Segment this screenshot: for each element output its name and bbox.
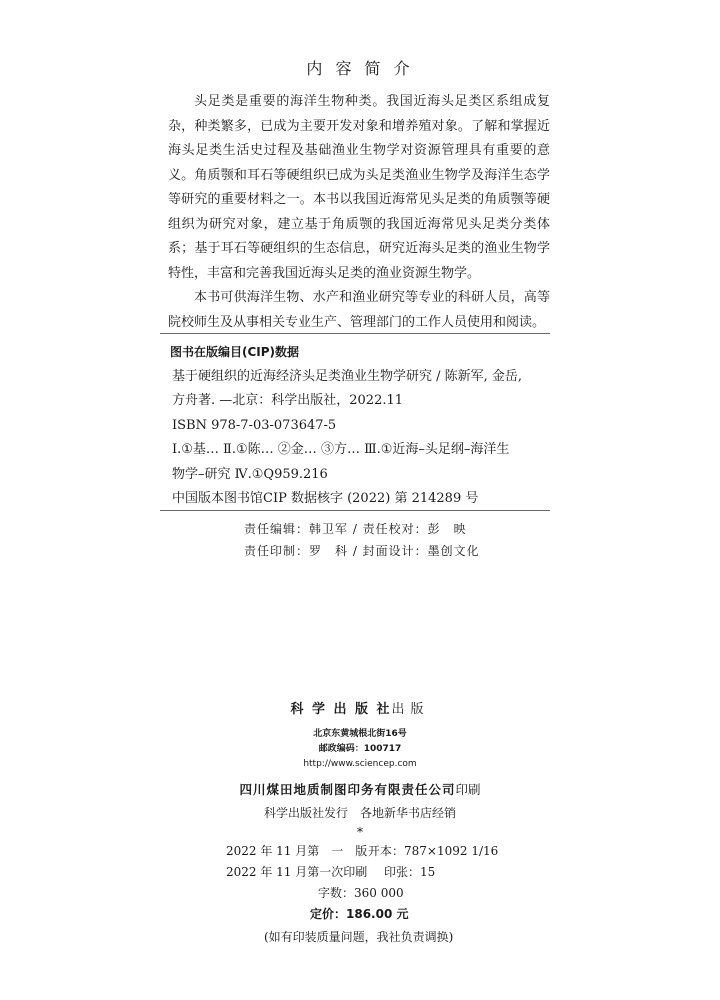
staff-credits [244, 518, 480, 562]
publisher-address: 北京东黄城根北街16号 [313, 729, 407, 739]
printer-suffix: 印刷 [455, 782, 481, 797]
cip-isbn: ISBN 978-7-03-073647-5 [172, 417, 337, 433]
abstract-paragraph-2: 本书可供海洋生物、水产和渔业研究等专业的科研人员，高等院校师生及从事相关专业生产、管理部门的工作人员使用和阅读。 [168, 290, 550, 330]
publisher-name [0, 698, 720, 717]
book-format: 开本：787×1092 1/16 [368, 844, 499, 858]
cip-block [172, 340, 548, 512]
word-count: 字数：360 000 [318, 886, 404, 900]
print-sheets: 印张：15 [384, 865, 436, 879]
staff-line-2: 责任印制：罗 科 / 封面设计：墨创文化 [244, 544, 480, 558]
distribution: 科学出版社发行 各地新华书店经销 [263, 806, 456, 820]
cip-title-line: 基于硬组织的近海经济头足类渔业生物学研究 / 陈新军, 金岳, [172, 368, 523, 384]
staff-line-1: 责任编辑：韩卫军 / 责任校对：彭 映 [244, 522, 467, 536]
printing-date: 2022 年 11 月第一次印刷 [226, 865, 368, 879]
cip-verification: 中国版本图书馆CIP 数据核字 (2022) 第 214289 号 [172, 491, 479, 506]
publisher-url: http://www.sciencep.com [303, 759, 417, 769]
cip-heading: 图书在版编目(CIP)数据 [170, 345, 300, 359]
separator-star: * [357, 825, 363, 839]
cip-classification-2: 物学–研究 Ⅳ.①Q959.216 [172, 466, 328, 482]
publisher-postcode: 邮政编码：100717 [318, 744, 402, 754]
edition-date: 2022 年 11 月第 一 版 [226, 844, 368, 858]
cip-classification-1: Ⅰ.①基… Ⅱ.①陈… ②金… ③方… Ⅲ.①近海–头足纲–海洋生 [172, 442, 510, 457]
printer-name: 四川煤田地质制图印务有限责任公司 [239, 782, 456, 797]
price: 定价：186.00 元 [310, 907, 409, 921]
publisher-block [0, 698, 720, 839]
abstract-paragraph-1: 头足类是重要的海洋生物种类。我国近海头足类区系组成复杂，种类繁多，已成为主要开发对象和增养殖对象。了解和掌握近海头足类生活史过程及基础渔业生物学对资源管理具有重要的意义。角质颚和耳石等硬组织已成为头足类渔业生物学及海洋生态学等研究的重要材料之一。本书以我国近海常见头足类的角质颚等硬组织为研究对象，建立基于角质颚的我国近海常见头足类分类体系；基于耳石等硬组织的生态信息，研究近海头足类的渔业生物学特性，丰富和完善我国近海头足类的渔业资源生物学。 [168, 94, 550, 281]
publisher-suffix: 出版 [391, 702, 430, 717]
cip-bottom-divider [160, 510, 550, 511]
page-title: 内 容 简 介 [306, 59, 414, 78]
abstract [168, 90, 550, 335]
cip-top-divider [160, 333, 550, 334]
printer [0, 780, 720, 798]
quality-note: (如有印装质量问题，我社负责调换) [264, 930, 454, 944]
cip-author-line: 方舟著. —北京：科学出版社，2022.11 [172, 393, 404, 408]
publisher-name-text: 科 学 出 版 社 [290, 702, 392, 717]
